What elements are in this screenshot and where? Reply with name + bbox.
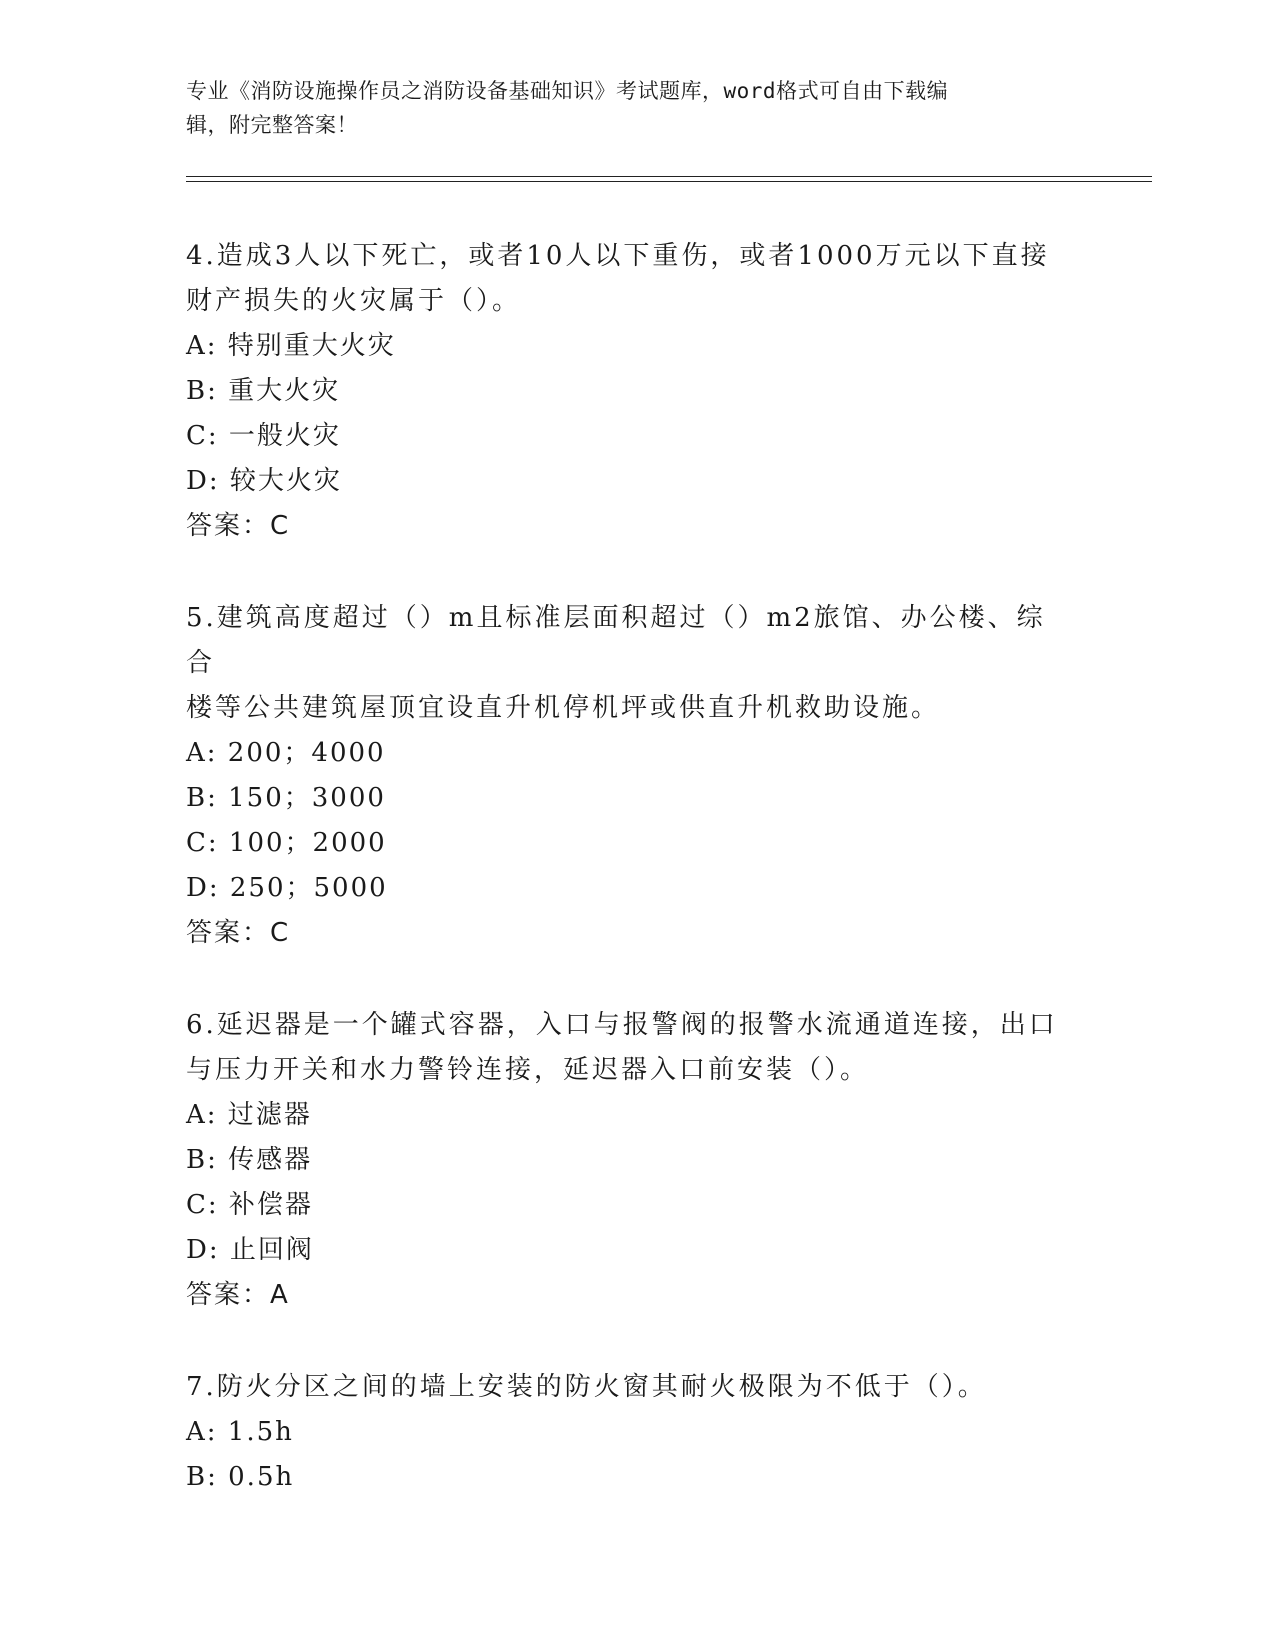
option-c: C: 补偿器	[186, 1190, 313, 1220]
option-a: A: 过滤器	[186, 1100, 312, 1130]
option-b: B: 150；3000	[186, 783, 386, 813]
option-c: C: 一般火灾	[186, 421, 341, 451]
option-d: D: 较大火灾	[186, 466, 342, 496]
option-a: A: 1.5h	[186, 1417, 294, 1447]
option-a: A: 200；4000	[186, 738, 386, 768]
option-c: C: 100；2000	[186, 828, 387, 858]
header-divider-top	[186, 176, 1152, 177]
question-stem-line: 7.防火分区之间的墙上安装的防火窗其耐火极限为不低于（）。	[186, 1372, 987, 1402]
question-stem-line: 楼等公共建筑屋顶宜设直升机停机坪或供直升机救助设施。	[186, 693, 941, 723]
answer-line: 答案：C	[186, 918, 291, 948]
option-d: D: 250；5000	[186, 873, 388, 903]
answer-line: 答案：C	[186, 511, 291, 541]
header-line-2: 辑，附完整答案！	[186, 113, 358, 137]
option-b: B: 0.5h	[186, 1462, 295, 1492]
question-5	[186, 596, 1066, 956]
header-divider-bottom	[186, 181, 1152, 182]
question-stem-line: 6.延迟器是一个罐式容器，入口与报警阀的报警水流通道连接，出口	[186, 1010, 1058, 1040]
header-line-1: 专业《消防设施操作员之消防设备基础知识》考试题库，word格式可自由下载编	[186, 79, 949, 103]
question-stem-line: 4.造成3人以下死亡，或者10人以下重伤，或者1000万元以下直接	[186, 241, 1050, 271]
option-a: A: 特别重大火灾	[186, 331, 396, 361]
question-stem-line: 与压力开关和水力警铃连接，延迟器入口前安装（）。	[186, 1055, 870, 1085]
question-7	[186, 1365, 1066, 1500]
option-d: D: 止回阀	[186, 1235, 314, 1265]
question-6	[186, 1003, 1066, 1318]
option-b: B: 重大火灾	[186, 376, 341, 406]
question-list	[186, 234, 1066, 1547]
question-4	[186, 234, 1066, 549]
answer-line: 答案：A	[186, 1280, 290, 1310]
question-stem-line: 财产损失的火灾属于（）。	[186, 286, 522, 316]
option-b: B: 传感器	[186, 1145, 313, 1175]
question-stem-line: 5.建筑高度超过（）m且标准层面积超过（）m2旅馆、办公楼、综合	[186, 603, 1046, 678]
document-header	[186, 74, 1066, 142]
